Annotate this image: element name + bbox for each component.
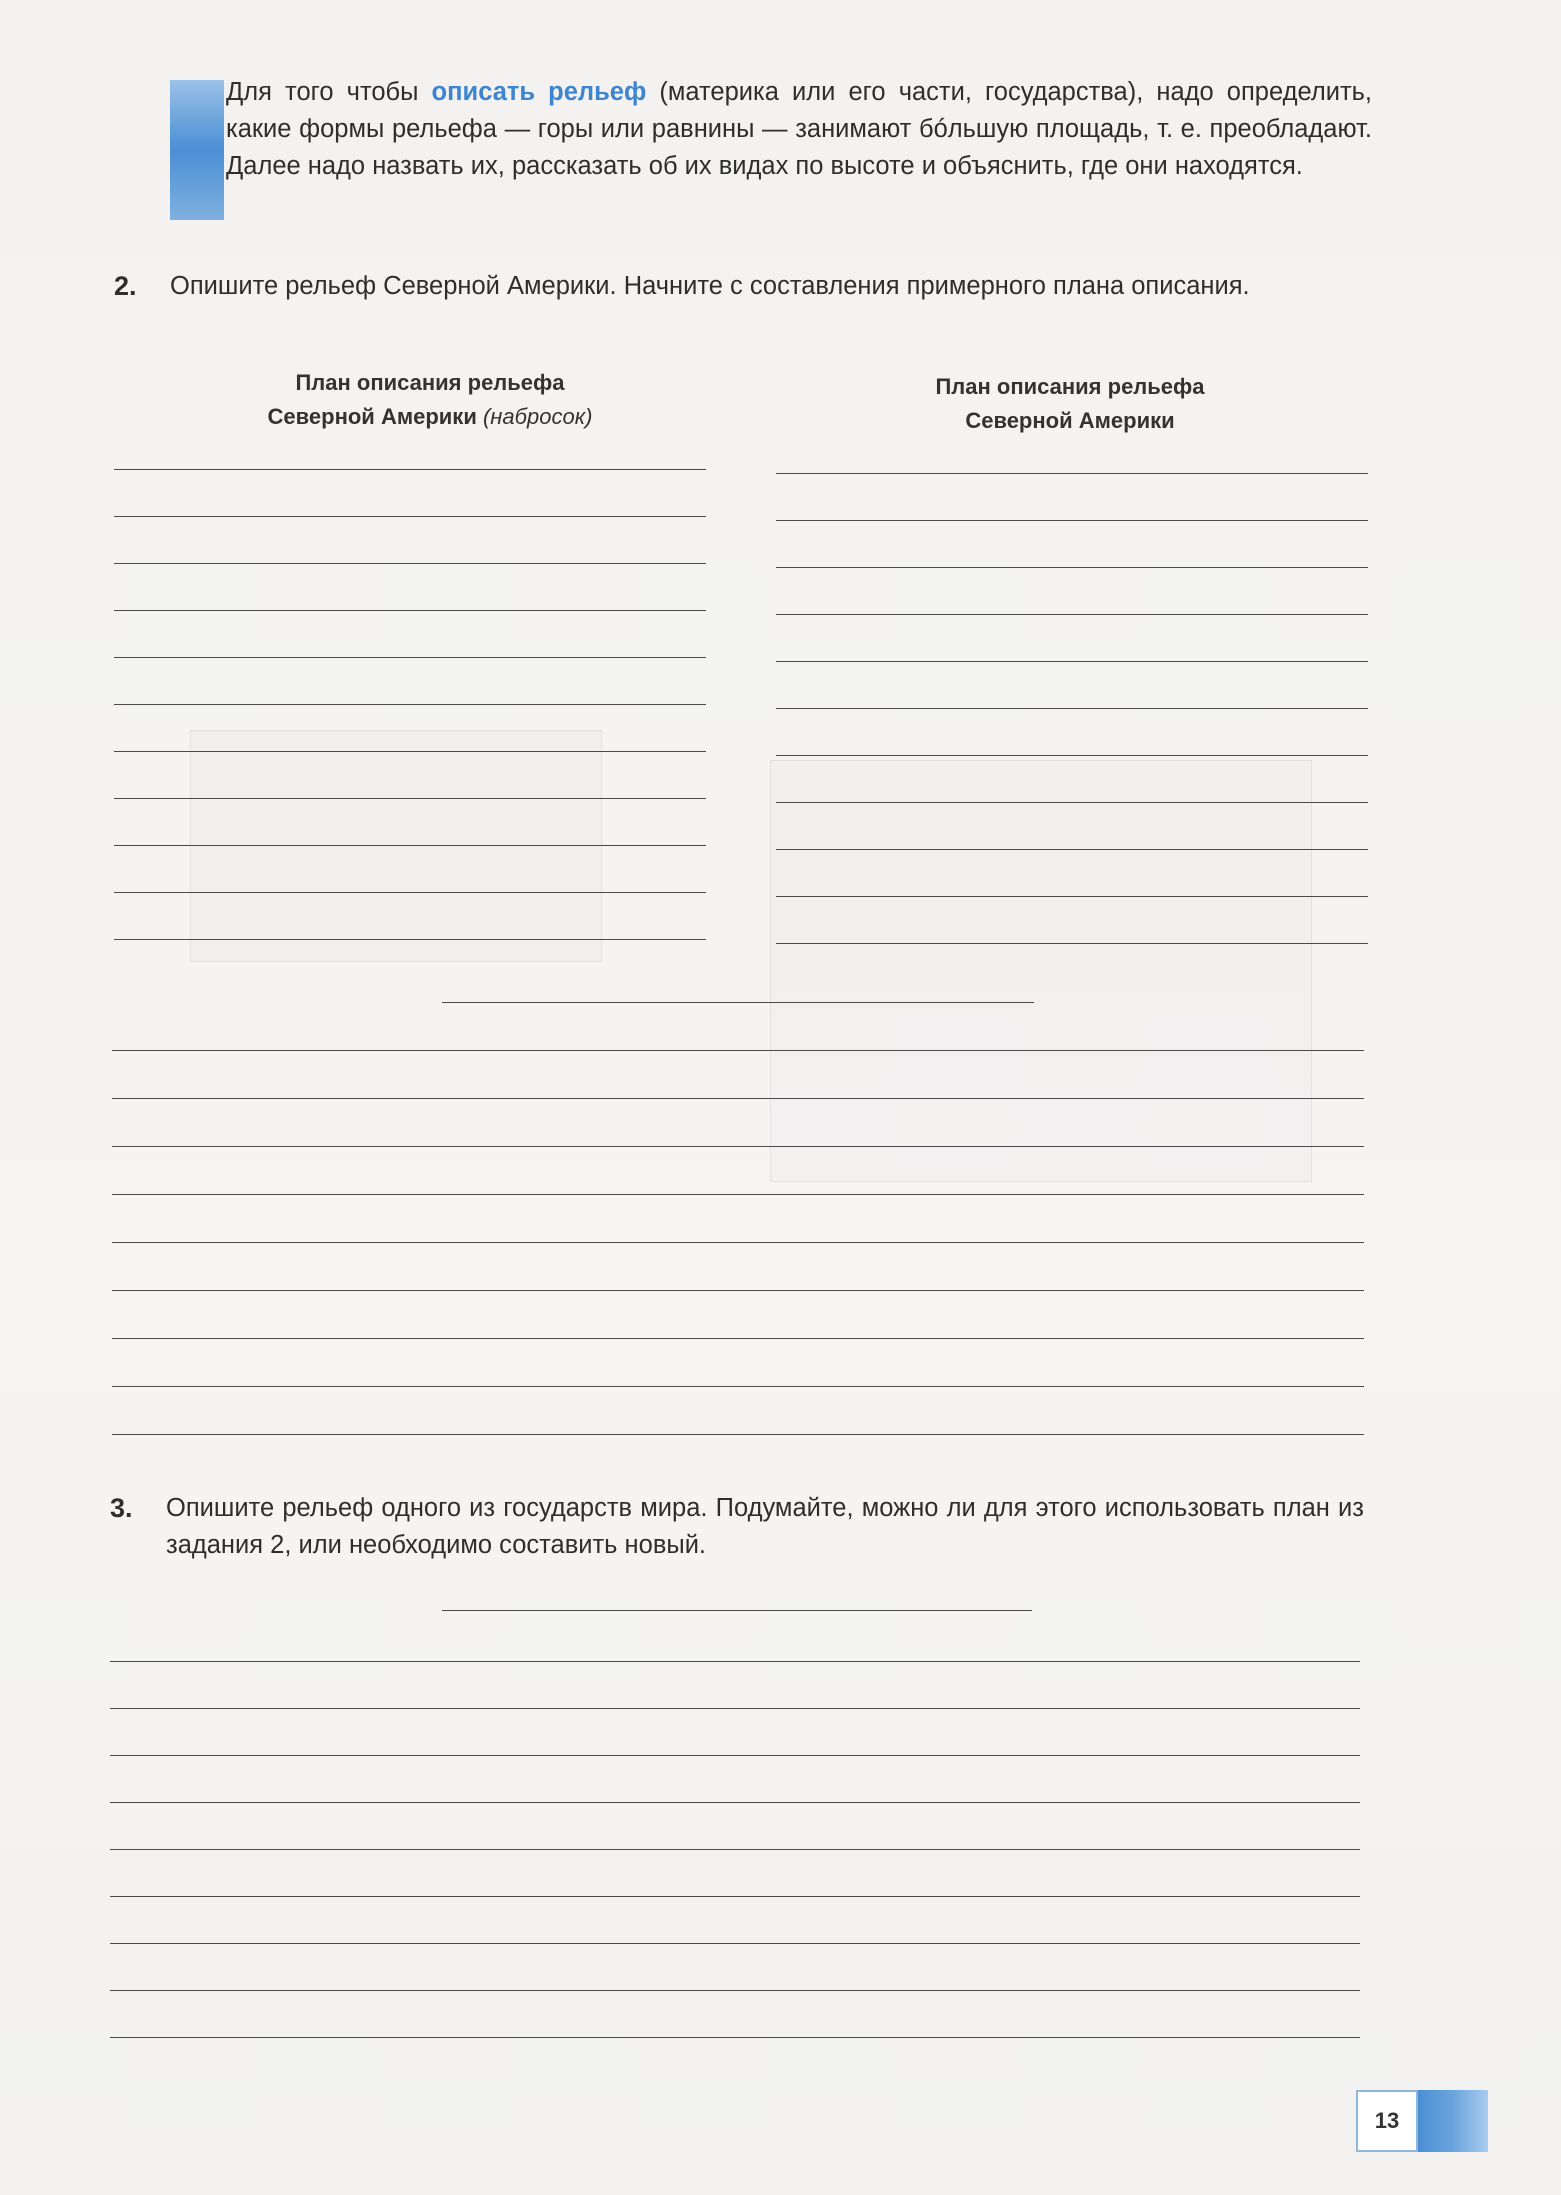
left-column-title xyxy=(170,366,690,434)
page-number-accent xyxy=(1418,2090,1488,2152)
task-2-number: 2. xyxy=(114,271,137,301)
show-through-map-right xyxy=(770,760,1312,1182)
answer-line[interactable] xyxy=(110,1661,1360,1662)
right-title-line1: План описания рельефа xyxy=(935,374,1205,399)
answer-line[interactable] xyxy=(110,1943,1360,1944)
answer-line[interactable] xyxy=(112,1242,1364,1243)
answer-line[interactable] xyxy=(110,1708,1360,1709)
answer-line[interactable] xyxy=(110,1896,1360,1897)
answer-line[interactable] xyxy=(112,1434,1364,1435)
answer-line[interactable] xyxy=(110,1849,1360,1850)
left-title-line1: План описания рельефа xyxy=(295,370,565,395)
task-3 xyxy=(110,1490,1364,1570)
answer-line[interactable] xyxy=(114,704,706,705)
task-3-text: Опишите рельеф одного из государств мира. Подумайте, можно ли для этого использовать план из задания 2, или необходимо составить новый. xyxy=(166,1494,1364,1559)
intro-term: описать рельеф xyxy=(431,78,647,106)
task-2 xyxy=(114,268,1376,348)
answer-line[interactable] xyxy=(114,845,706,846)
answer-line[interactable] xyxy=(110,1990,1360,1991)
answer-line[interactable] xyxy=(112,1098,1364,1099)
answer-line[interactable] xyxy=(776,473,1368,474)
answer-line[interactable] xyxy=(776,708,1368,709)
answer-line[interactable] xyxy=(776,943,1368,944)
left-title-note: (набросок) xyxy=(482,404,593,429)
show-through-map-left xyxy=(190,730,602,962)
answer-line[interactable] xyxy=(114,798,706,799)
answer-line[interactable] xyxy=(114,892,706,893)
answer-line[interactable] xyxy=(114,610,706,611)
answer-line[interactable] xyxy=(112,1338,1364,1339)
task-2-text: Опишите рельеф Северной Америки. Начните с составления примерного плана описания. xyxy=(170,272,1250,300)
answer-line[interactable] xyxy=(776,896,1368,897)
answer-line[interactable] xyxy=(114,657,706,658)
right-column-title xyxy=(810,370,1330,438)
answer-line[interactable] xyxy=(776,802,1368,803)
answer-line[interactable] xyxy=(112,1146,1364,1147)
answer-line[interactable] xyxy=(776,614,1368,615)
intro-paragraph xyxy=(226,74,1372,185)
right-title-line2: Северной Америки xyxy=(965,408,1175,433)
answer-line[interactable] xyxy=(112,1386,1364,1387)
answer-line[interactable] xyxy=(112,1194,1364,1195)
answer-line[interactable] xyxy=(114,563,706,564)
answer-line[interactable] xyxy=(776,849,1368,850)
answer-line[interactable] xyxy=(112,1050,1364,1051)
intro-rest: (материка или его части, государства), надо определить, какие формы рельефа — горы или равнины — занимают бóльшую площадь, т. е. преобладают. Далее надо назвать их, рассказать об их видах по высоте и объяснить, где они находятся. xyxy=(226,78,1372,180)
answer-line[interactable] xyxy=(442,1002,1034,1003)
task-3-number: 3. xyxy=(110,1493,133,1523)
answer-line[interactable] xyxy=(110,1802,1360,1803)
answer-line[interactable] xyxy=(776,755,1368,756)
answer-line[interactable] xyxy=(114,939,706,940)
answer-line[interactable] xyxy=(442,1610,1032,1611)
answer-line[interactable] xyxy=(110,2037,1360,2038)
answer-line[interactable] xyxy=(110,1755,1360,1756)
intro-accent-bar xyxy=(170,80,224,220)
intro-prefix: Для того чтобы xyxy=(226,78,432,106)
answer-line[interactable] xyxy=(114,751,706,752)
answer-line[interactable] xyxy=(114,516,706,517)
page-number: 13 xyxy=(1356,2090,1418,2152)
answer-line[interactable] xyxy=(776,661,1368,662)
answer-line[interactable] xyxy=(112,1290,1364,1291)
answer-line[interactable] xyxy=(114,469,706,470)
answer-line[interactable] xyxy=(776,520,1368,521)
answer-line[interactable] xyxy=(776,567,1368,568)
left-title-line2: Северной Америки xyxy=(267,404,477,429)
